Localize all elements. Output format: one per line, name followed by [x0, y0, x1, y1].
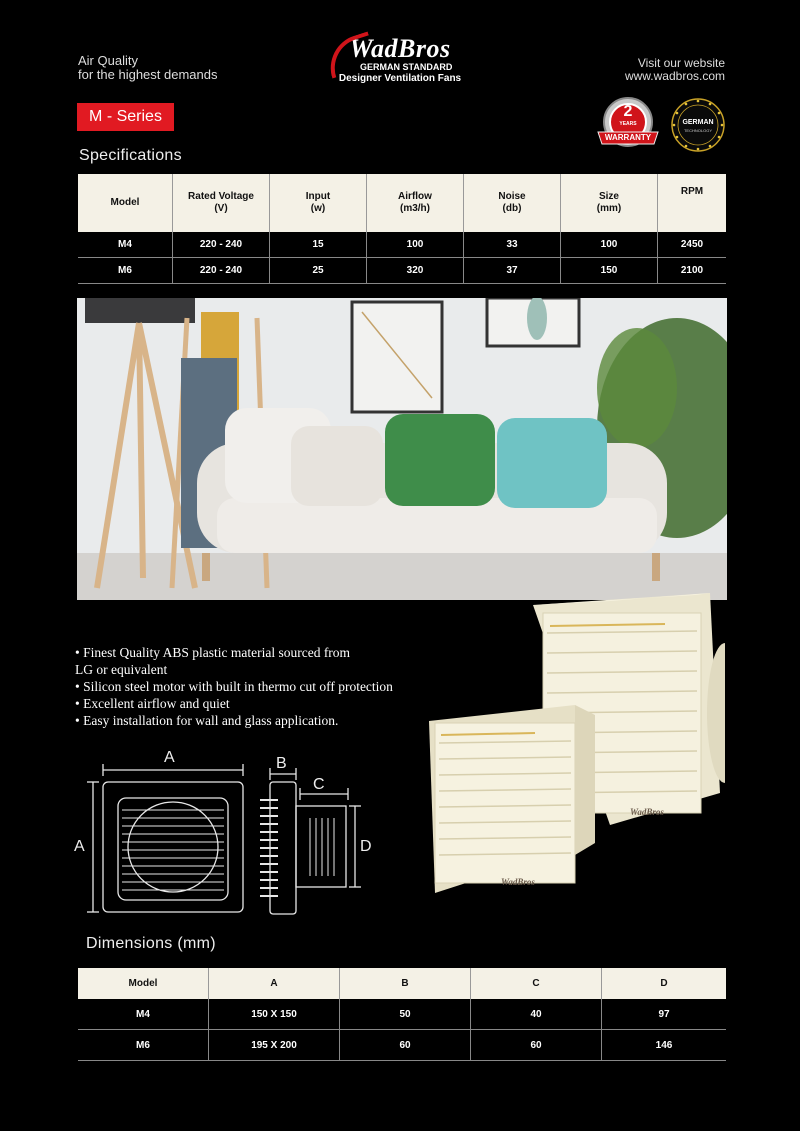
dim-cell: 50	[340, 999, 471, 1030]
diagram-label-d: D	[360, 838, 372, 855]
dim-header-row	[78, 968, 726, 999]
dim-cell: M4	[78, 999, 209, 1030]
spec-cell: 320	[367, 258, 464, 284]
diagram-label-a-top: A	[164, 749, 175, 766]
table-row	[78, 258, 726, 284]
tagline-line1: Air Quality	[78, 53, 138, 68]
brand-subtitle: GERMAN STANDARD	[360, 62, 453, 72]
feature-list	[75, 644, 393, 729]
spec-cell: 37	[464, 258, 561, 284]
dimensions-table	[78, 968, 726, 1061]
dim-cell: 195 X 200	[209, 1030, 340, 1061]
table-row	[78, 232, 726, 258]
specifications-table	[78, 174, 726, 284]
list-item: • Finest Quality ABS plastic material sourced from	[75, 645, 351, 660]
warranty-years-word: YEARS	[619, 121, 637, 127]
list-item: • Silicon steel motor with built in thermo cut off protection	[75, 679, 393, 694]
fan-brand-mark-small: WadBros	[501, 877, 535, 887]
tagline	[78, 54, 217, 82]
diagram-label-a-side: A	[74, 838, 85, 855]
warranty-badge-icon	[596, 96, 660, 156]
dim-header-b: B	[340, 968, 471, 999]
specifications-title: Specifications	[79, 147, 182, 164]
dim-cell: 146	[602, 1030, 727, 1061]
brand-description: Designer Ventilation Fans	[338, 73, 462, 84]
website-link[interactable]: www.wadbros.com	[624, 69, 725, 83]
spec-cell: 25	[270, 258, 367, 284]
german-technology-badge-icon	[669, 96, 727, 154]
spec-header-model: Model	[78, 174, 173, 232]
spec-header-rpm: RPM	[658, 174, 727, 232]
diagram-label-b: B	[276, 755, 287, 772]
spec-header-size: Size (mm)	[561, 174, 658, 232]
german-line2: TECHNOLOGY	[683, 128, 712, 133]
spec-header-noise: Noise (db)	[464, 174, 561, 232]
spec-cell: 220 - 240	[173, 232, 270, 258]
spec-cell: 220 - 240	[173, 258, 270, 284]
german-line1: GERMAN	[682, 119, 714, 126]
list-item: • Easy installation for wall and glass application.	[75, 713, 339, 728]
diagram-label-c: C	[313, 776, 325, 793]
dim-header-c: C	[471, 968, 602, 999]
warranty-text: WARRANTY	[604, 133, 652, 142]
brand-name: WadBros	[349, 34, 451, 63]
spec-cell: 15	[270, 232, 367, 258]
spec-cell: M4	[78, 232, 173, 258]
series-label: M - Series	[77, 103, 174, 131]
spec-cell: 150	[561, 258, 658, 284]
dim-header-a: A	[209, 968, 340, 999]
brand-logo	[300, 34, 500, 84]
spec-header-voltage: Rated Voltage (V)	[173, 174, 270, 232]
dim-header-model: Model	[78, 968, 209, 999]
dim-header-d: D	[602, 968, 727, 999]
dim-cell: 150 X 150	[209, 999, 340, 1030]
website-label: Visit our website	[637, 56, 725, 70]
dim-cell: M6	[78, 1030, 209, 1061]
dim-cell: 97	[602, 999, 727, 1030]
dim-cell: 60	[340, 1030, 471, 1061]
website-block	[625, 57, 725, 83]
spec-header-row	[78, 174, 726, 232]
dimension-diagram	[74, 749, 378, 924]
spec-cell: 2100	[658, 258, 727, 284]
spec-cell: 100	[367, 232, 464, 258]
table-row	[78, 1030, 726, 1061]
list-item: • Excellent airflow and quiet	[75, 696, 230, 711]
dim-cell: 40	[471, 999, 602, 1030]
spec-cell: 33	[464, 232, 561, 258]
fan-brand-mark-large: WadBros	[630, 807, 664, 817]
warranty-years: 2	[623, 103, 633, 120]
dimensions-title: Dimensions (mm)	[86, 935, 216, 952]
living-room-photo	[77, 298, 727, 600]
spec-cell: 100	[561, 232, 658, 258]
table-row	[78, 999, 726, 1030]
list-item: LG or equivalent	[75, 662, 168, 677]
tagline-line2: for the highest demands	[78, 67, 218, 82]
fan-product-image	[425, 593, 725, 923]
spec-header-input: Input (w)	[270, 174, 367, 232]
spec-cell: M6	[78, 258, 173, 284]
spec-header-airflow: Airflow (m3/h)	[367, 174, 464, 232]
dim-cell: 60	[471, 1030, 602, 1061]
spec-cell: 2450	[658, 232, 727, 258]
